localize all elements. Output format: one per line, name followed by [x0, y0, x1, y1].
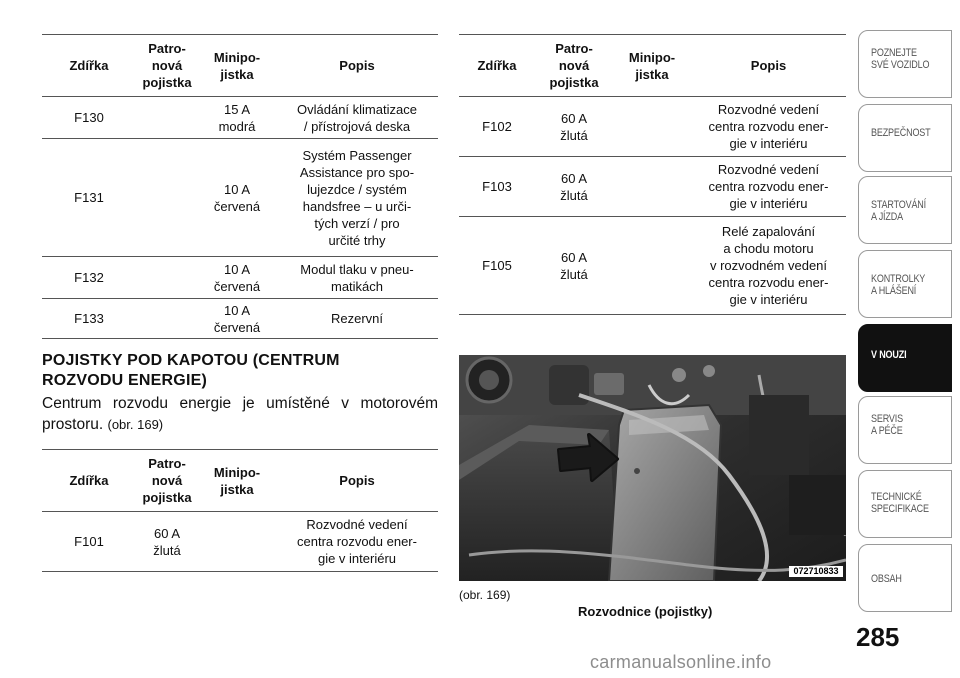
page-number: 285 — [856, 622, 900, 652]
sidebar-item-label: BEZPEČNOST — [871, 127, 931, 139]
header-cartridge-fuse: Patro- nová pojistka — [535, 35, 613, 97]
header-mini-fuse: Minipo- jistka — [613, 35, 691, 97]
description-cell: Rozvodné vedení centra rozvodu ener- gie v interiéru — [276, 512, 438, 572]
table-row — [42, 257, 438, 299]
table-row — [42, 512, 438, 572]
description-cell: Relé zapalování a chodu motoru v rozvodném vedení centra rozvodu ener- gie v interiéru — [691, 217, 846, 315]
description-cell: Rozvodné vedení centra rozvodu ener- gie v interiéru — [691, 97, 846, 157]
paragraph-text: Centrum rozvodu energie je umístěné v motorovém prostoru. — [42, 395, 438, 433]
description-cell: Rezervní — [276, 299, 438, 339]
table-row — [459, 97, 846, 157]
header-description: Popis — [276, 35, 438, 97]
slot-cell: F101 — [42, 512, 136, 572]
photo-code-label: 072710833 — [793, 566, 839, 576]
section-paragraph — [42, 393, 438, 435]
table-row — [42, 139, 438, 257]
description-cell: Ovládání klimatizace / přístrojová deska — [276, 97, 438, 139]
header-slot: Zdířka — [459, 35, 535, 97]
sidebar-item-label: V NOUZI — [871, 349, 907, 361]
mini-cell — [613, 157, 691, 217]
mini-cell: 10 A červená — [198, 299, 276, 339]
header-description: Popis — [276, 450, 438, 512]
description-cell: Rozvodné vedení centra rozvodu ener- gie v interiéru — [691, 157, 846, 217]
header-slot: Zdířka — [42, 450, 136, 512]
header-cartridge-fuse: Patro- nová pojistka — [136, 35, 198, 97]
header-cartridge-fuse: Patro- nová pojistka — [136, 450, 198, 512]
table-row — [42, 299, 438, 339]
sidebar-item-label: POZNEJTE SVÉ VOZIDLO — [871, 47, 930, 71]
sidebar-item-label: KONTROLKY A HLÁŠENÍ — [871, 273, 926, 297]
header-description: Popis — [691, 35, 846, 97]
table-row — [459, 157, 846, 217]
slot-cell: F130 — [42, 97, 136, 139]
watermark: carmanualsonline.info — [590, 652, 772, 672]
slot-cell: F132 — [42, 257, 136, 299]
sidebar-item-kontrolky[interactable] — [858, 250, 952, 318]
fuse-table-3 — [459, 34, 846, 315]
engine-fusebox-photo — [459, 355, 846, 581]
mini-cell: 10 A červená — [198, 257, 276, 299]
cartridge-cell — [136, 139, 198, 257]
sidebar-item-label: TECHNICKÉ SPECIFIKACE — [871, 491, 929, 515]
mini-cell — [198, 512, 276, 572]
header-mini-fuse: Minipo- jistka — [198, 450, 276, 512]
cartridge-cell: 60 A žlutá — [136, 512, 198, 572]
figure-reference: (obr. 169) — [107, 417, 164, 432]
sidebar-item-label: STARTOVÁNÍ A JÍZDA — [871, 199, 927, 223]
table-row — [42, 97, 438, 139]
figure-number: (obr. 169) — [459, 588, 511, 602]
sidebar-item-technicke[interactable] — [858, 470, 952, 538]
cartridge-cell — [136, 299, 198, 339]
sidebar-item-label: SERVIS A PÉČE — [871, 413, 903, 437]
header-mini-fuse: Minipo- jistka — [198, 35, 276, 97]
sidebar-item-bezpecnost[interactable] — [858, 104, 952, 172]
fuse-table-1 — [42, 34, 438, 339]
cartridge-cell: 60 A žlutá — [535, 97, 613, 157]
cartridge-cell: 60 A žlutá — [535, 157, 613, 217]
section-heading: POJISTKY POD KAPOTOU (CENTRUM ROZVODU ENERGIE) — [42, 352, 340, 389]
table-row — [459, 217, 846, 315]
sidebar-item-servis[interactable] — [858, 396, 952, 464]
cartridge-cell — [136, 97, 198, 139]
description-cell: Modul tlaku v pneu- matikách — [276, 257, 438, 299]
slot-cell: F133 — [42, 299, 136, 339]
cartridge-cell — [136, 257, 198, 299]
mini-cell — [613, 217, 691, 315]
sidebar-item-obsah[interactable] — [858, 544, 952, 612]
header-slot: Zdířka — [42, 35, 136, 97]
cartridge-cell: 60 A žlutá — [535, 217, 613, 315]
figure-caption: Rozvodnice (pojistky) — [578, 604, 713, 619]
slot-cell: F131 — [42, 139, 136, 257]
mini-cell: 15 A modrá — [198, 97, 276, 139]
slot-cell: F105 — [459, 217, 535, 315]
fuse-table-2 — [42, 449, 438, 572]
slot-cell: F102 — [459, 97, 535, 157]
sidebar-item-startovani[interactable] — [858, 176, 952, 244]
sidebar-item-label: OBSAH — [871, 573, 902, 585]
mini-cell — [613, 97, 691, 157]
engine-fusebox-illustration — [459, 355, 846, 581]
mini-cell: 10 A červená — [198, 139, 276, 257]
sidebar-item-v-nouzi[interactable] — [858, 324, 952, 392]
sidebar-item-poznejte[interactable] — [858, 30, 952, 98]
description-cell: Systém Passenger Assistance pro spo- lujezdce / systém handsfree – u urči- tých verzí / pro určité trhy — [276, 139, 438, 257]
slot-cell: F103 — [459, 157, 535, 217]
